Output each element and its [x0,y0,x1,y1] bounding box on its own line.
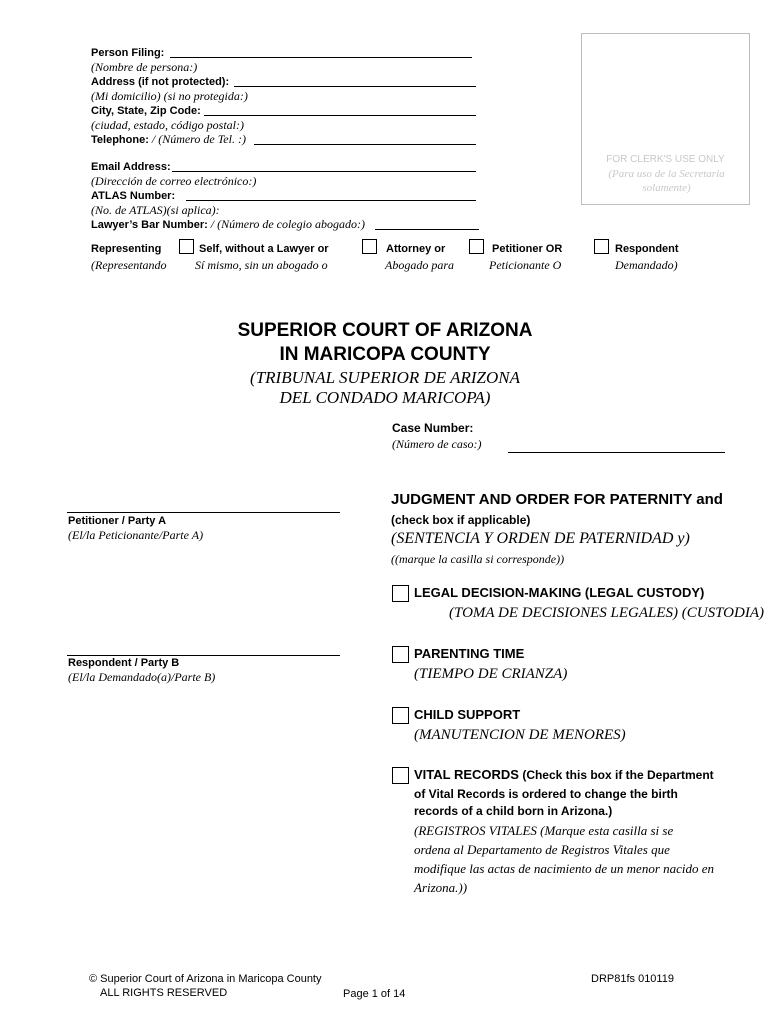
vital-records-es-3: modifique las actas de nacimiento de un menor nacido en [414,861,715,876]
vital-records-note-2: of Vital Records is ordered to change the birth [414,787,678,801]
address-field[interactable] [234,86,476,87]
parenting-time-checkbox[interactable] [392,646,409,663]
parenting-time-label-es: (TIEMPO DE CRIANZA) [414,666,568,682]
petitioner-checkbox[interactable] [469,239,484,254]
footer-copyright: © Superior Court of Arizona in Maricopa County [89,973,322,985]
address-label: Address (if not protected): [91,76,230,88]
check-if-applicable-es: ((marque la casilla si corresponde)) [391,552,565,566]
email-field[interactable] [172,171,476,172]
legal-decision-making-label-es: (TOMA DE DECISIONES LEGALES) (CUSTODIA) [449,605,764,621]
address-label-es: (Mi domicilio) (si no protegida:) [91,89,248,103]
child-support-label-es: (MANUTENCION DE MENORES) [414,727,626,743]
telephone-label: Telephone: [91,134,149,146]
vital-records-label: VITAL RECORDS [414,767,519,782]
vital-records-es-1: (REGISTROS VITALES (Marque esta casilla si se [414,823,674,838]
vital-records-note-3: records of a child born in Arizona.) [414,804,613,818]
vital-records-note-1: (Check this box if the Department [518,768,714,782]
email-label-es: (Dirección de correo electrónico:) [91,174,257,188]
representing-label-es: (Representando [91,258,167,272]
telephone-field[interactable] [254,144,476,145]
petitioner-label: Petitioner OR [492,243,563,255]
self-checkbox[interactable] [179,239,194,254]
petitioner-name-field[interactable] [67,512,340,513]
court-county-es: DEL CONDADO MARICOPA) [279,388,491,407]
city-label-es: (ciudad, estado, código postal:) [91,118,244,132]
footer-form-code: DRP81fs 010119 [591,973,674,985]
petitioner-party-label-es: (El/la Peticionante/Parte A) [68,528,204,542]
check-if-applicable: (check box if applicable) [391,513,531,527]
city-label: City, State, Zip Code: [91,105,201,117]
petitioner-party-label: Petitioner / Party A [68,515,167,527]
court-title-es: (TRIBUNAL SUPERIOR DE ARIZONA [250,368,520,387]
child-support-checkbox[interactable] [392,707,409,724]
person-filing-field[interactable] [170,57,472,58]
attorney-label-es: Abogado para [385,258,454,272]
clerk-use-label-es: (Para uso de la Secretaria solamente) [608,168,725,194]
case-number-field[interactable] [508,452,725,453]
person-filing-label: Person Filing: [91,47,165,59]
atlas-field[interactable] [186,200,476,201]
court-title: SUPERIOR COURT OF ARIZONA [237,320,533,341]
bar-number-field[interactable] [375,229,479,230]
vital-records-es-4: Arizona.)) [414,880,468,895]
legal-decision-making-label: LEGAL DECISION-MAKING (LEGAL CUSTODY) [414,585,705,600]
child-support-label: CHILD SUPPORT [414,707,521,722]
legal-decision-making-checkbox[interactable] [392,585,409,602]
judgment-title: JUDGMENT AND ORDER FOR PATERNITY and [391,491,723,508]
parenting-time-label: PARENTING TIME [414,646,525,661]
case-number-label-es: (Número de caso:) [392,437,482,451]
telephone-label-es: / (Número de Tel. :) [148,132,246,146]
footer-rights: ALL RIGHTS RESERVED [100,987,228,999]
self-label-es: Sí mismo, sin un abogado o [195,258,328,272]
atlas-label-es: (No. de ATLAS)(si aplica): [91,203,220,217]
atlas-label: ATLAS Number: [91,190,176,202]
court-county: IN MARICOPA COUNTY [279,344,491,365]
bar-number-label: Lawyer’s Bar Number: [91,219,208,231]
footer-page-number: Page 1 of 14 [343,988,406,1000]
clerk-use-label: FOR CLERK'S USE ONLY [606,154,725,165]
person-filing-label-es: (Nombre de persona:) [91,60,198,74]
respondent-label: Respondent [615,243,679,255]
case-number-label: Case Number: [392,421,474,435]
city-field[interactable] [204,115,476,116]
attorney-label: Attorney or [386,243,446,255]
email-label: Email Address: [91,161,171,173]
bar-number-label-es: / (Número de colegio abogado:) [207,217,365,231]
vital-records-checkbox[interactable] [392,767,409,784]
clerk-use-box [581,33,750,205]
respondent-party-label-es: (El/la Demandado(a)/Parte B) [68,670,216,684]
respondent-checkbox[interactable] [594,239,609,254]
respondent-label-es: Demandado) [615,258,678,272]
self-label: Self, without a Lawyer or [199,243,329,255]
respondent-party-label: Respondent / Party B [68,657,180,669]
representing-label: Representing [91,243,162,255]
vital-records-es-2: ordena al Departamento de Registros Vitales que [414,842,670,857]
judgment-title-es: (SENTENCIA Y ORDEN DE PATERNIDAD y) [391,530,690,547]
petitioner-label-es: Peticionante O [489,258,562,272]
attorney-checkbox[interactable] [362,239,377,254]
